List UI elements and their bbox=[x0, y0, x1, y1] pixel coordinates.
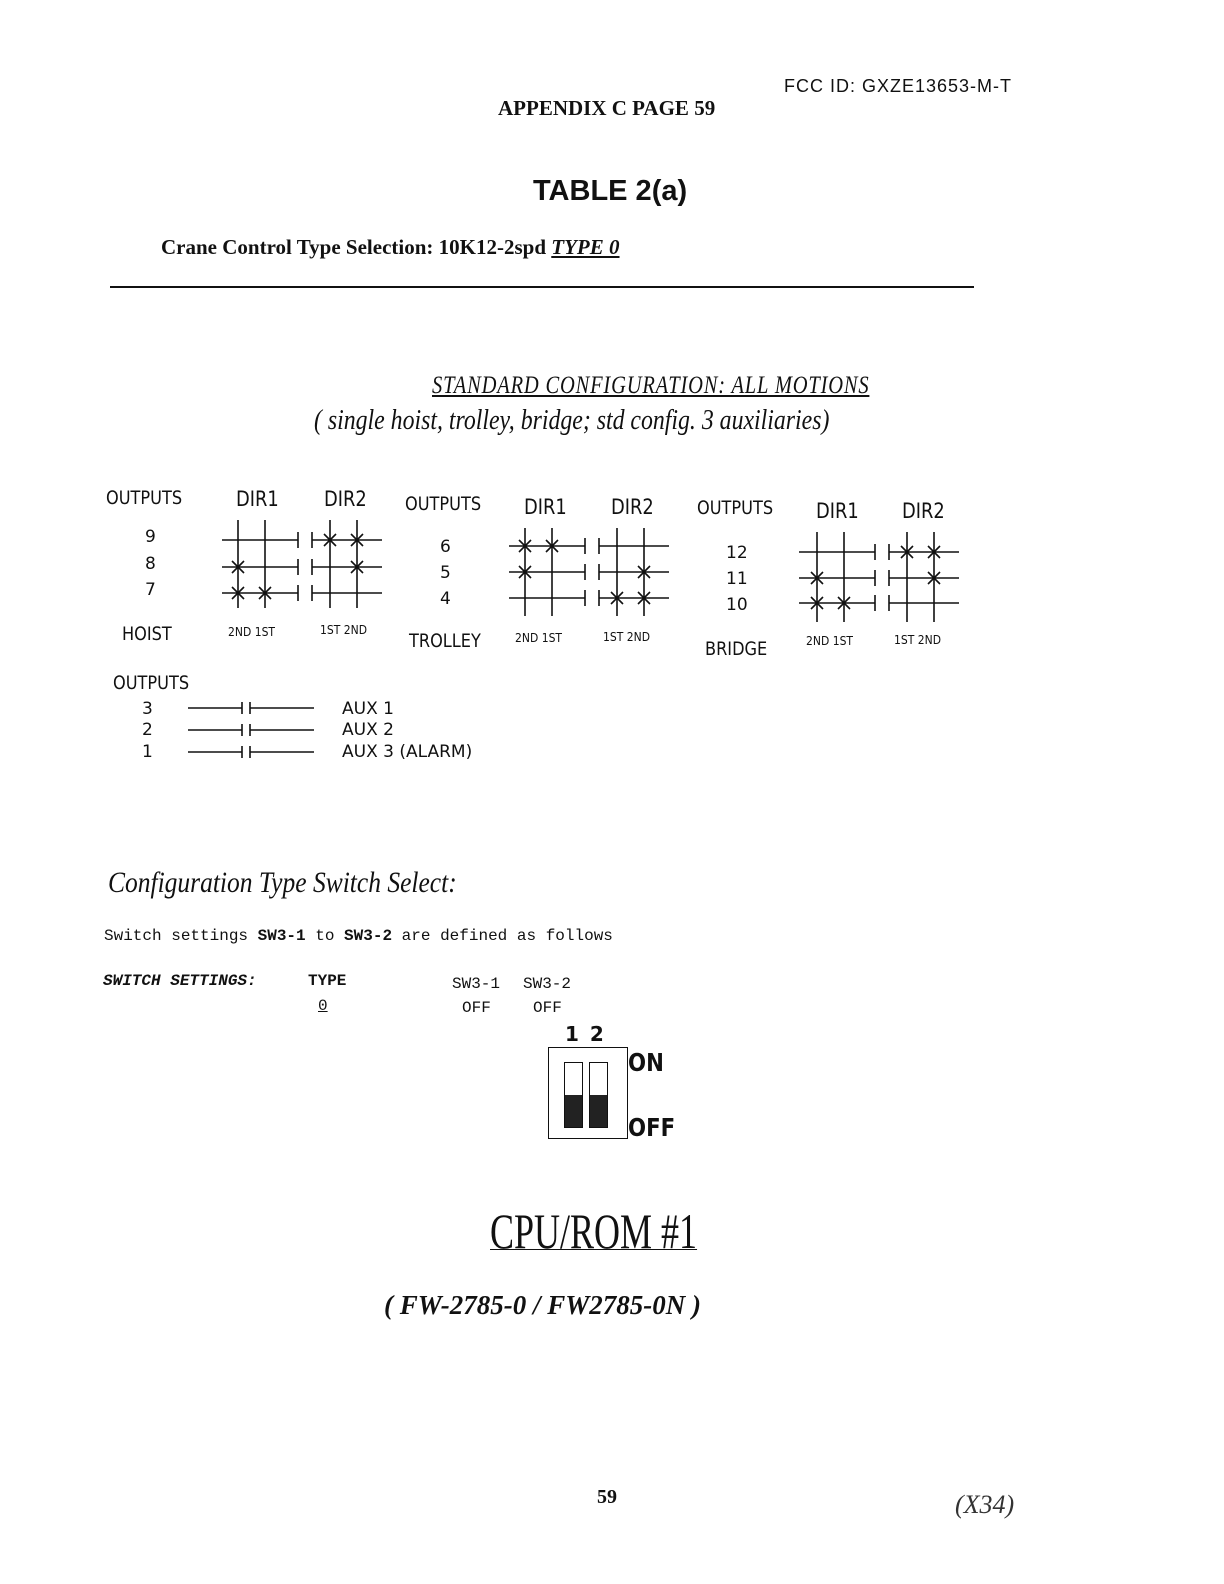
trolley-outputs-label: OUTPUTS bbox=[405, 493, 482, 515]
cpu-rom-label: CPU/ROM #1 bbox=[490, 1203, 698, 1259]
bridge-output-10: 10 bbox=[726, 595, 748, 615]
dip-switch-numbers: 1 2 bbox=[565, 1022, 604, 1046]
dip-on-label: ON bbox=[628, 1048, 664, 1077]
sw3-2-value: OFF bbox=[533, 999, 562, 1017]
trolley-dir1-label: DIR1 bbox=[524, 495, 567, 519]
bridge-output-12: 12 bbox=[726, 543, 748, 563]
hoist-output-7: 7 bbox=[145, 580, 156, 600]
sw3-2-column-label: SW3-2 bbox=[523, 975, 572, 993]
dip-switch-1-knob bbox=[565, 1095, 582, 1127]
dip-switch-body bbox=[548, 1047, 628, 1139]
sw3-1-column-label: SW3-1 bbox=[452, 975, 501, 993]
hoist-right-speeds: 1ST 2ND bbox=[320, 623, 368, 637]
standard-config-heading: STANDARD CONFIGURATION: ALL MOTIONS bbox=[432, 372, 870, 399]
trolley-output-5: 5 bbox=[440, 563, 451, 583]
bridge-dir1-label: DIR1 bbox=[816, 499, 859, 523]
bridge-contact-diagram bbox=[797, 532, 962, 624]
fcc-id: FCC ID: GXZE13653-M-T bbox=[784, 76, 1013, 96]
table-title: TABLE 2(a) bbox=[533, 175, 688, 207]
aux-label-1: AUX 1 bbox=[342, 699, 394, 719]
title-divider bbox=[110, 286, 974, 288]
bridge-left-speeds: 2ND 1ST bbox=[806, 634, 854, 648]
hoist-name: HOIST bbox=[122, 623, 172, 645]
standard-config-subheading: ( single hoist, trolley, bridge; std config. 3 auxiliaries) bbox=[314, 405, 830, 436]
switch-settings-label: SWITCH SETTINGS: bbox=[103, 972, 257, 990]
trolley-contact-diagram bbox=[507, 528, 672, 618]
crane-selection-prefix: Crane Control Type Selection: 10K12-2spd bbox=[161, 235, 552, 259]
dip-switch-2[interactable] bbox=[589, 1062, 608, 1128]
type-column-label: TYPE bbox=[308, 972, 347, 990]
sw3-1-value: OFF bbox=[462, 999, 491, 1017]
dip-switch-2-knob bbox=[590, 1095, 607, 1127]
switch-intro-sw2: SW3-2 bbox=[344, 927, 393, 945]
switch-intro-text-1: Switch settings bbox=[104, 927, 258, 945]
appendix-heading: APPENDIX C PAGE 59 bbox=[498, 96, 716, 120]
trolley-right-speeds: 1ST 2ND bbox=[603, 630, 651, 644]
handwritten-note: (X34) bbox=[955, 1490, 1015, 1519]
aux-output-3: 3 bbox=[142, 699, 153, 719]
trolley-output-6: 6 bbox=[440, 537, 451, 557]
trolley-left-speeds: 2ND 1ST bbox=[515, 631, 563, 645]
trolley-name: TROLLEY bbox=[409, 630, 481, 652]
trolley-output-4: 4 bbox=[440, 589, 451, 609]
hoist-dir2-label: DIR2 bbox=[324, 487, 367, 511]
aux-outputs-label: OUTPUTS bbox=[113, 672, 190, 694]
page-number: 59 bbox=[597, 1486, 617, 1508]
hoist-dir1-label: DIR1 bbox=[236, 487, 279, 511]
bridge-dir2-label: DIR2 bbox=[902, 499, 945, 523]
crane-selection bbox=[161, 235, 620, 260]
switch-intro bbox=[104, 927, 613, 945]
switch-select-heading: Configuration Type Switch Select: bbox=[108, 866, 457, 899]
switch-intro-sw1: SW3-1 bbox=[257, 927, 306, 945]
bridge-right-speeds: 1ST 2ND bbox=[894, 633, 942, 647]
switch-intro-text-2: to bbox=[305, 927, 345, 945]
hoist-left-speeds: 2ND 1ST bbox=[228, 625, 276, 639]
dip-switch-1[interactable] bbox=[564, 1062, 583, 1128]
hoist-output-9: 9 bbox=[145, 527, 156, 547]
aux-output-1: 1 bbox=[142, 742, 153, 762]
firmware-label: ( FW-2785-0 / FW2785-0N ) bbox=[384, 1290, 701, 1320]
type-value: 0 bbox=[318, 997, 328, 1015]
aux-label-2: AUX 2 bbox=[342, 720, 394, 740]
bridge-outputs-label: OUTPUTS bbox=[697, 497, 774, 519]
hoist-output-8: 8 bbox=[145, 554, 156, 574]
trolley-dir2-label: DIR2 bbox=[611, 495, 654, 519]
bridge-output-11: 11 bbox=[726, 569, 748, 589]
aux-contact-diagram bbox=[186, 700, 318, 762]
dip-off-label: OFF bbox=[628, 1113, 676, 1142]
aux-output-2: 2 bbox=[142, 720, 153, 740]
switch-intro-text-3: are defined as follows bbox=[392, 927, 613, 945]
crane-selection-type: TYPE 0 bbox=[551, 235, 620, 259]
aux-label-3: AUX 3 (ALARM) bbox=[342, 742, 473, 762]
hoist-outputs-label: OUTPUTS bbox=[106, 487, 183, 509]
hoist-contact-diagram bbox=[220, 520, 385, 610]
bridge-name: BRIDGE bbox=[705, 638, 768, 660]
